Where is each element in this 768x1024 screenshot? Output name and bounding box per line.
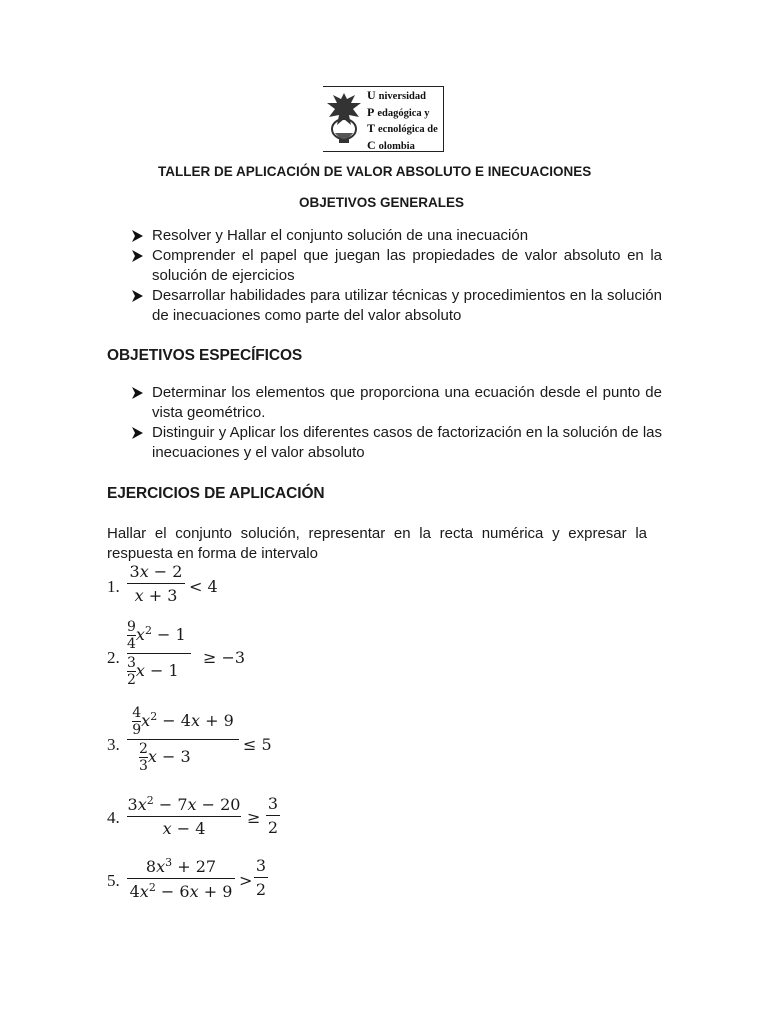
specific-objectives-heading: OBJETIVOS ESPECÍFICOS (107, 347, 303, 364)
relation: ≤ 5 (243, 735, 272, 754)
list-item: Determinar los elementos que proporciona una ecuación desde el punto de vista geométrico. (130, 383, 662, 423)
exercise-3 (107, 706, 327, 778)
exercise-number: 1. (107, 577, 120, 596)
fraction: 3 2 (255, 856, 267, 899)
specific-objectives-list (130, 383, 662, 463)
relation: > (239, 871, 253, 890)
list-item: Distinguir y Aplicar los diferentes casos de factorización en la solución de las inecuaciones y el valor absoluto (130, 423, 662, 463)
fraction: $8x^3 + 27$ $4x^2 - 6x + 9$ (127, 856, 235, 901)
arrow-bullet-icon (130, 249, 144, 263)
page-title: TALLER DE APLICACIÓN DE VALOR ABSOLUTO E INECUACIONES (158, 164, 592, 179)
exercise-number: 5. (107, 871, 120, 890)
exercise-1 (107, 560, 307, 610)
fraction: $\frac{9}{4}$ $x^2 - 1$ $\frac{3}{2}$ x − 1 (127, 620, 191, 687)
general-objectives-list (130, 226, 662, 326)
logo-line-1: U niversidad (367, 88, 426, 102)
logo-line-4: C olombia (367, 137, 415, 152)
exercise-number: 4. (107, 808, 120, 827)
exercise-2 (107, 620, 307, 692)
fraction: $3x^2 - 7x - 20$ x − 4 (127, 794, 241, 838)
general-objectives-heading: OBJETIVOS GENERALES (299, 195, 465, 210)
university-logo (323, 86, 444, 152)
arrow-bullet-icon (130, 289, 144, 303)
exercise-number: 2. (107, 648, 120, 667)
exercise-4 (107, 794, 327, 844)
arrow-bullet-icon (130, 386, 144, 400)
relation: ≥ (247, 808, 261, 827)
arrow-bullet-icon (130, 426, 144, 440)
logo-line-2: P edagógica y (367, 104, 430, 119)
list-item: Comprender el papel que juegan las propiedades de valor absoluto en la solución de ejercicios (130, 246, 662, 286)
list-item: Desarrollar habilidades para utilizar técnicas y procedimientos en la solución de inecuaciones como parte del valor absoluto (130, 286, 662, 326)
exercises-instructions: Hallar el conjunto solución, representar en la recta numérica y expresar la respuesta en forma de intervalo (107, 525, 647, 562)
fraction: $\frac{4}{9}$ $x^2 - 4x + 9$ $\frac{2}{3}$ x − 3 (127, 706, 239, 773)
relation: < 4 (189, 577, 218, 596)
fraction: 3 2 (267, 794, 279, 837)
logo-line-3: T ecnológica de (367, 121, 438, 135)
fraction: 3x − 2 x + 3 (127, 562, 185, 605)
exercise-5 (107, 856, 327, 906)
eagle-seal-icon (325, 89, 363, 147)
list-item: Resolver y Hallar el conjunto solución de una inecuación (130, 226, 662, 246)
arrow-bullet-icon (130, 229, 144, 243)
exercises-heading: EJERCICIOS DE APLICACIÓN (107, 485, 325, 502)
exercise-number: 3. (107, 735, 120, 754)
relation: ≥ −3 (203, 648, 246, 667)
